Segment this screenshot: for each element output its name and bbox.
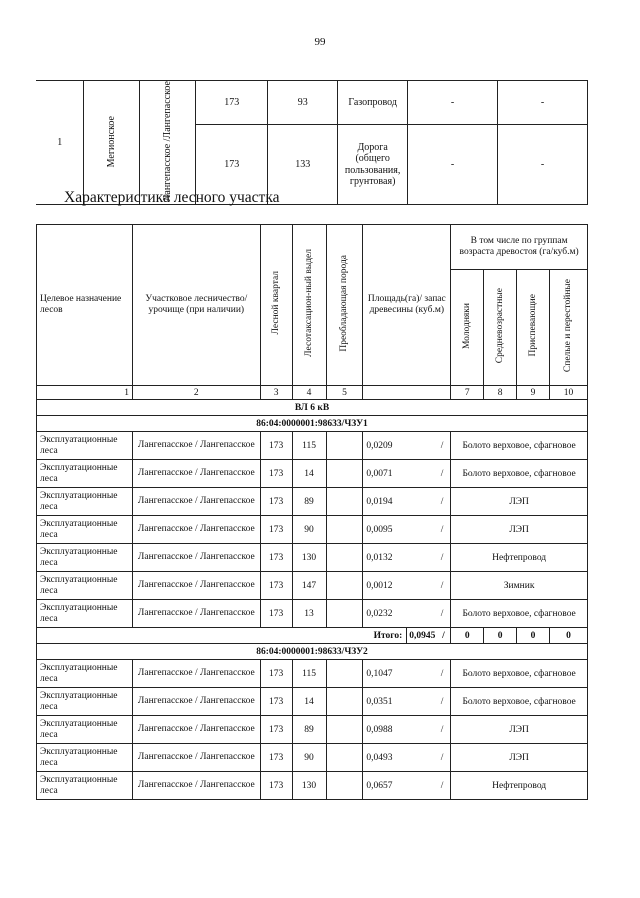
row-number: 1 [36, 81, 84, 205]
purpose-cell: Эксплуатационные леса [37, 716, 133, 744]
note-cell: Нефтепровод [451, 544, 588, 572]
purpose-cell: Эксплуатационные леса [37, 772, 133, 800]
note-cell: Болото верховое, сфагновое [451, 432, 588, 460]
slash-cell: / [437, 600, 451, 628]
vydel-cell: 90 [292, 516, 326, 544]
species-cell [326, 600, 363, 628]
forestry-cell: Лангепасское / Лангепасское [132, 744, 260, 772]
header-purpose: Целевое назначение лесов [37, 225, 133, 386]
object-title: ВЛ 6 кВ [37, 400, 588, 416]
species-cell [326, 544, 363, 572]
dash-cell: - [498, 125, 588, 205]
total-cell: 0 [451, 628, 484, 644]
species-cell [326, 432, 363, 460]
purpose-cell: Эксплуатационные леса [37, 688, 133, 716]
purpose-cell: Эксплуатационные леса [37, 572, 133, 600]
col-number: 5 [326, 386, 363, 400]
kvartal-cell: 173 [260, 572, 292, 600]
area-cell: 0,0988 [363, 716, 437, 744]
species-cell [326, 516, 363, 544]
purpose-cell: Эксплуатационные леса [37, 660, 133, 688]
total-cell: 0 [517, 628, 550, 644]
col-number: 3 [260, 386, 292, 400]
group-body [37, 660, 588, 800]
vydel-cell: 115 [292, 432, 326, 460]
header-species: Преобладающая порода [338, 254, 349, 352]
slash-cell: / [437, 544, 451, 572]
vydel-cell: 147 [292, 572, 326, 600]
header-vydel: Лесотаксацион-ный выдел [303, 249, 314, 357]
purpose-cell: Эксплуатационные леса [37, 460, 133, 488]
col-number: 4 [292, 386, 326, 400]
vydel-cell: 89 [292, 488, 326, 516]
species-cell [326, 660, 363, 688]
forestry-cell: Лангепасское / Лангепасское [132, 544, 260, 572]
species-cell [326, 716, 363, 744]
total-cell: 0 [484, 628, 517, 644]
purpose-cell: Эксплуатационные леса [37, 516, 133, 544]
vydel-cell: 13 [292, 600, 326, 628]
purpose-cell: Эксплуатационные леса [37, 432, 133, 460]
header-ripening: Приспевающие [527, 294, 538, 357]
table-row [37, 688, 588, 716]
header-age-groups: В том числе по группам возраста древостоя (га/куб.м) [451, 225, 588, 270]
table-row [37, 660, 588, 688]
slash-cell: / [437, 488, 451, 516]
kvartal-cell: 173 [260, 460, 292, 488]
table-row [37, 488, 588, 516]
dash-cell: - [498, 81, 588, 125]
area-cell: 0,0493 [363, 744, 437, 772]
note-cell: Зимник [451, 572, 588, 600]
note-cell: Болото верховое, сфагновое [451, 660, 588, 688]
slash-cell: / [437, 660, 451, 688]
total-area: 0,0945 [407, 628, 437, 644]
area-cell: 0,0351 [363, 688, 437, 716]
section-title: Характеристика лесного участка [64, 189, 280, 206]
area-cell: 0,0209 [363, 432, 437, 460]
area-cell: 0,1047 [363, 660, 437, 688]
vydel-cell: 89 [292, 716, 326, 744]
kvartal-cell: 173 [260, 716, 292, 744]
vydel-cell: 93 [268, 81, 338, 125]
group-title: 86:04:0000001:98633/ЧЗУ1 [37, 416, 588, 432]
kvartal-cell: 173 [260, 544, 292, 572]
forestry-cell: Лангепасское / Лангепасское [132, 688, 260, 716]
area-cell: 0,0012 [363, 572, 437, 600]
top-table [36, 80, 588, 205]
forestry-cell: Лангепасское / Лангепасское [132, 516, 260, 544]
vydel-cell: 90 [292, 744, 326, 772]
purpose-cell: Газопровод [338, 81, 408, 125]
kvartal-cell: 173 [260, 432, 292, 460]
col-number [363, 386, 451, 400]
purpose-cell: Эксплуатационные леса [37, 600, 133, 628]
col-number: 8 [484, 386, 517, 400]
total-label: Итого: [37, 628, 407, 644]
species-cell [326, 772, 363, 800]
forestry-cell: Лангепасское / Лангепасское [132, 600, 260, 628]
slash-cell: / [437, 460, 451, 488]
kvartal-cell: 173 [260, 772, 292, 800]
kvartal-cell: 173 [196, 125, 268, 205]
header-young: Молодняки [461, 302, 472, 349]
col-number: 7 [451, 386, 484, 400]
district-label: Мегионское [106, 115, 118, 167]
kvartal-cell: 173 [260, 488, 292, 516]
species-cell [326, 744, 363, 772]
table-row [37, 460, 588, 488]
species-cell [326, 572, 363, 600]
forestry-cell: Лангепасское / Лангепасское [132, 772, 260, 800]
kvartal-cell: 173 [260, 688, 292, 716]
header-forestry: Участковое лесничество/урочище (при наличии) [132, 225, 260, 386]
page-number: 99 [314, 36, 326, 48]
slash-cell: / [437, 516, 451, 544]
forestry-cell: Лангепасское / Лангепасское [132, 572, 260, 600]
slash-cell: / [437, 572, 451, 600]
table-row [37, 744, 588, 772]
area-cell: 0,0132 [363, 544, 437, 572]
header-middle: Средневозрастные [494, 287, 505, 364]
col-number: 1 [37, 386, 133, 400]
vydel-cell: 14 [292, 688, 326, 716]
vydel-cell: 133 [268, 125, 338, 205]
area-cell: 0,0071 [363, 460, 437, 488]
note-cell: ЛЭП [451, 516, 588, 544]
header-mature: Спелые и перестойные [563, 279, 574, 373]
forestry-cell: Лангепасское / Лангепасское [132, 460, 260, 488]
purpose-cell: Дорога (общего пользования, грунтовая) [338, 125, 408, 205]
vydel-cell: 14 [292, 460, 326, 488]
table-row [37, 600, 588, 628]
vydel-cell: 130 [292, 544, 326, 572]
species-cell [326, 488, 363, 516]
forest-table [36, 224, 588, 800]
dash-cell: - [408, 81, 498, 125]
table-row [37, 432, 588, 460]
species-cell [326, 688, 363, 716]
header-kvartal: Лесной квартал [270, 271, 281, 335]
purpose-cell: Эксплуатационные леса [37, 744, 133, 772]
note-cell: Болото верховое, сфагновое [451, 688, 588, 716]
header-area: Площадь(га)/ запас древесины (куб.м) [363, 225, 451, 386]
slash-cell: / [437, 744, 451, 772]
dash-cell: - [408, 125, 498, 205]
slash-cell: / [437, 772, 451, 800]
group-body [37, 432, 588, 628]
purpose-cell: Эксплуатационные леса [37, 544, 133, 572]
area-cell: 0,0095 [363, 516, 437, 544]
table-row [37, 572, 588, 600]
purpose-cell: Эксплуатационные леса [37, 488, 133, 516]
kvartal-cell: 173 [260, 516, 292, 544]
table-row [37, 716, 588, 744]
table-row [37, 516, 588, 544]
area-cell: 0,0194 [363, 488, 437, 516]
table-row [37, 544, 588, 572]
note-cell: ЛЭП [451, 744, 588, 772]
total-slash: / [437, 628, 451, 644]
col-number: 2 [132, 386, 260, 400]
col-number: 10 [550, 386, 588, 400]
forestry-label: Лангепасское /Лангепасское [162, 81, 174, 202]
kvartal-cell: 173 [260, 600, 292, 628]
forestry-cell: Лангепасское / Лангепасское [132, 716, 260, 744]
total-row [37, 628, 588, 644]
note-cell: Нефтепровод [451, 772, 588, 800]
note-cell: Болото верховое, сфагновое [451, 600, 588, 628]
col-number: 9 [517, 386, 550, 400]
slash-cell: / [437, 716, 451, 744]
species-cell [326, 460, 363, 488]
kvartal-cell: 173 [196, 81, 268, 125]
note-cell: ЛЭП [451, 716, 588, 744]
slash-cell: / [437, 432, 451, 460]
kvartal-cell: 173 [260, 744, 292, 772]
forestry-cell: Лангепасское / Лангепасское [132, 660, 260, 688]
forestry-cell: Лангепасское / Лангепасское [132, 488, 260, 516]
vydel-cell: 115 [292, 660, 326, 688]
vydel-cell: 130 [292, 772, 326, 800]
area-cell: 0,0232 [363, 600, 437, 628]
group-title: 86:04:0000001:98633/ЧЗУ2 [37, 644, 588, 660]
area-cell: 0,0657 [363, 772, 437, 800]
note-cell: Болото верховое, сфагновое [451, 460, 588, 488]
forestry-cell: Лангепасское / Лангепасское [132, 432, 260, 460]
total-cell: 0 [550, 628, 588, 644]
kvartal-cell: 173 [260, 660, 292, 688]
note-cell: ЛЭП [451, 488, 588, 516]
table-row [37, 772, 588, 800]
slash-cell: / [437, 688, 451, 716]
